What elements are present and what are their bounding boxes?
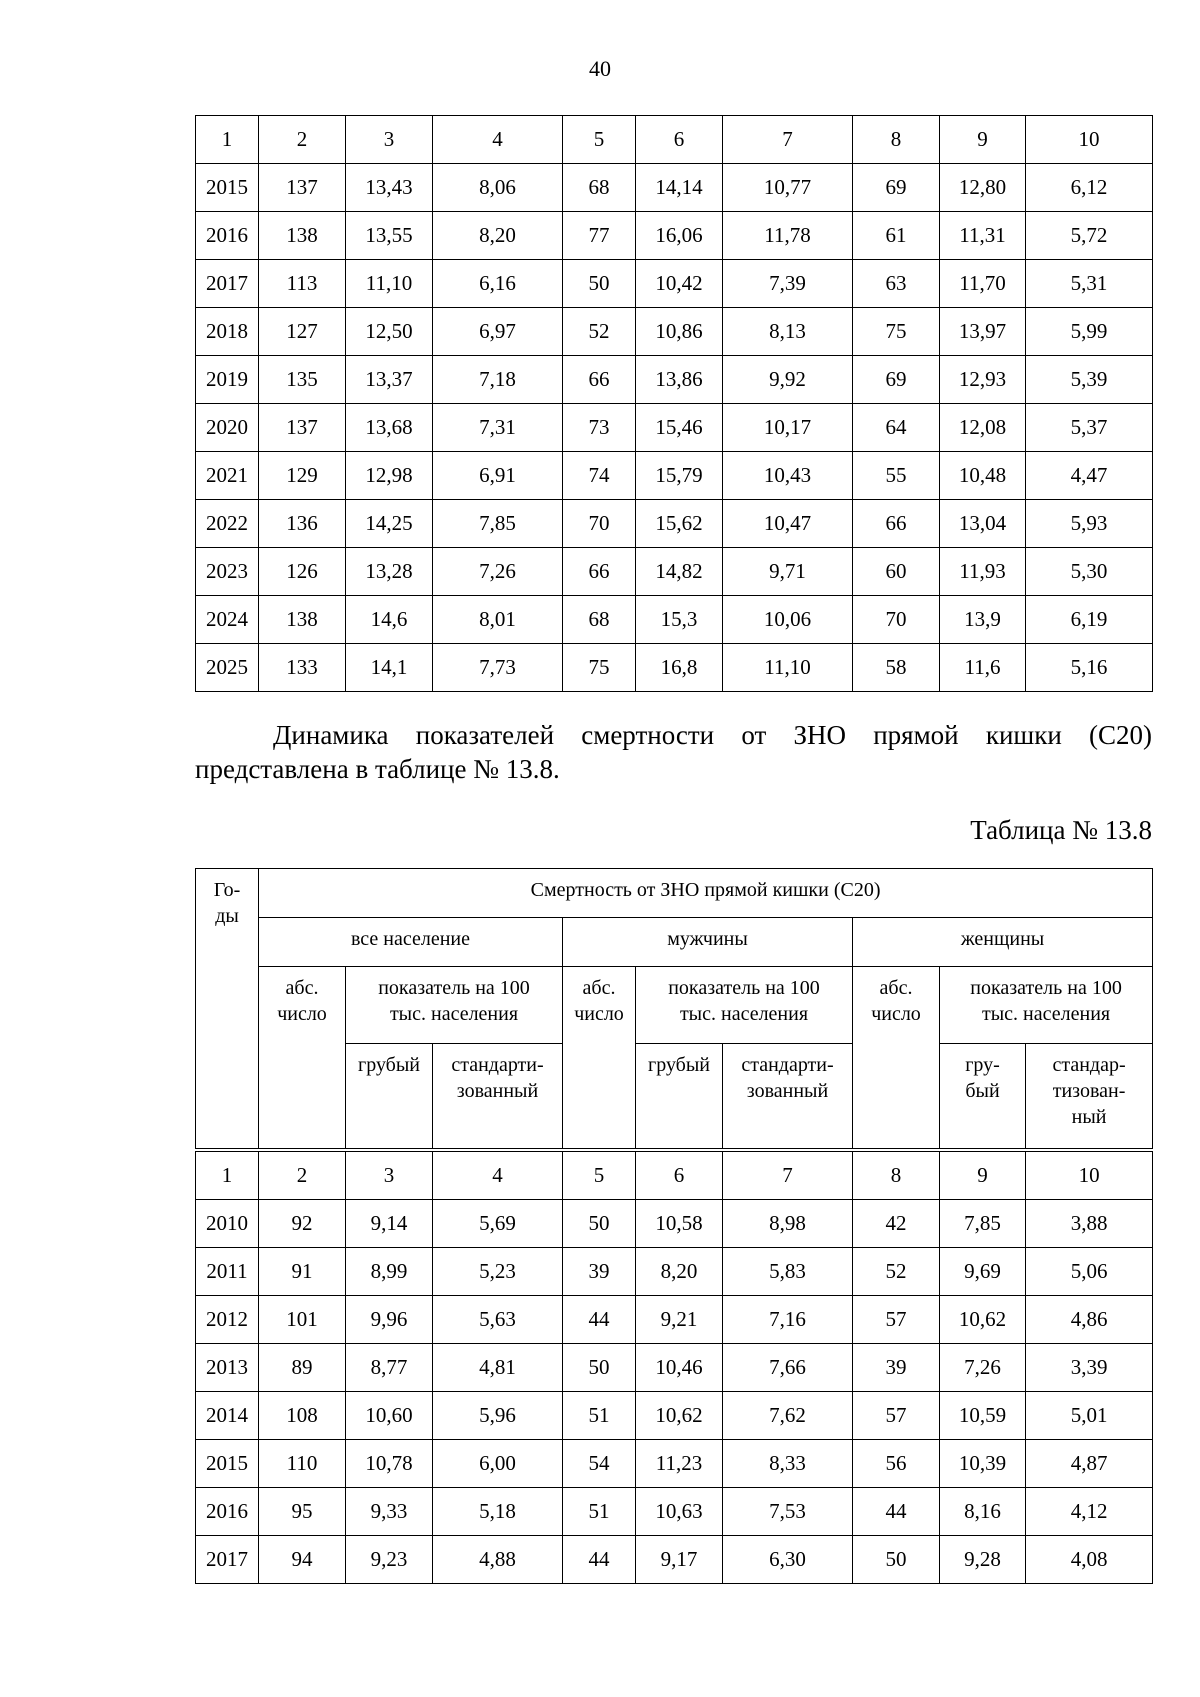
header-crude-all: грубый <box>346 1044 433 1151</box>
value-cell: 92 <box>259 1200 346 1248</box>
header-crude-women: гру- бый <box>940 1044 1026 1151</box>
value-cell: 5,69 <box>433 1200 563 1248</box>
year-cell: 2017 <box>196 260 259 308</box>
value-cell: 9,21 <box>636 1296 723 1344</box>
value-cell: 6,91 <box>433 452 563 500</box>
value-cell: 68 <box>563 164 636 212</box>
value-cell: 91 <box>259 1248 346 1296</box>
value-cell: 94 <box>259 1536 346 1584</box>
year-cell: 2011 <box>196 1248 259 1296</box>
value-cell: 101 <box>259 1296 346 1344</box>
value-cell: 44 <box>563 1536 636 1584</box>
page-number: 40 <box>589 56 611 81</box>
value-cell: 5,72 <box>1026 212 1153 260</box>
value-cell: 14,6 <box>346 596 433 644</box>
column-number-cell: 2 <box>259 1150 346 1200</box>
year-cell: 2010 <box>196 1200 259 1248</box>
year-cell: 2016 <box>196 1488 259 1536</box>
value-cell: 15,3 <box>636 596 723 644</box>
column-number-cell: 7 <box>723 116 853 164</box>
column-number-cell: 2 <box>259 116 346 164</box>
year-cell: 2018 <box>196 308 259 356</box>
value-cell: 13,28 <box>346 548 433 596</box>
year-cell: 2012 <box>196 1296 259 1344</box>
value-cell: 12,50 <box>346 308 433 356</box>
value-cell: 7,85 <box>940 1200 1026 1248</box>
value-cell: 10,86 <box>636 308 723 356</box>
table-row <box>196 452 1153 500</box>
value-cell: 127 <box>259 308 346 356</box>
column-number-cell: 5 <box>563 116 636 164</box>
value-cell: 13,37 <box>346 356 433 404</box>
year-cell: 2014 <box>196 1392 259 1440</box>
year-cell: 2017 <box>196 1536 259 1584</box>
value-cell: 10,47 <box>723 500 853 548</box>
value-cell: 5,06 <box>1026 1248 1153 1296</box>
column-number-row <box>196 116 1153 164</box>
value-cell: 11,31 <box>940 212 1026 260</box>
column-number-cell: 1 <box>196 116 259 164</box>
value-cell: 10,43 <box>723 452 853 500</box>
value-cell: 4,87 <box>1026 1440 1153 1488</box>
value-cell: 50 <box>853 1536 940 1584</box>
value-cell: 14,82 <box>636 548 723 596</box>
column-number-cell: 4 <box>433 1150 563 1200</box>
value-cell: 5,93 <box>1026 500 1153 548</box>
value-cell: 14,25 <box>346 500 433 548</box>
value-cell: 8,33 <box>723 1440 853 1488</box>
value-cell: 13,55 <box>346 212 433 260</box>
table-row <box>196 548 1153 596</box>
table-row <box>196 644 1153 692</box>
header-rate-all: показатель на 100 тыс. населения <box>346 967 563 1044</box>
column-number-cell: 7 <box>723 1150 853 1200</box>
value-cell: 8,77 <box>346 1344 433 1392</box>
value-cell: 70 <box>853 596 940 644</box>
value-cell: 13,68 <box>346 404 433 452</box>
value-cell: 89 <box>259 1344 346 1392</box>
year-cell: 2025 <box>196 644 259 692</box>
value-cell: 126 <box>259 548 346 596</box>
year-cell: 2015 <box>196 1440 259 1488</box>
value-cell: 14,14 <box>636 164 723 212</box>
column-number-row <box>196 1150 1153 1200</box>
table-row <box>196 404 1153 452</box>
value-cell: 136 <box>259 500 346 548</box>
value-cell: 50 <box>563 1344 636 1392</box>
value-cell: 56 <box>853 1440 940 1488</box>
value-cell: 8,98 <box>723 1200 853 1248</box>
value-cell: 11,70 <box>940 260 1026 308</box>
value-cell: 52 <box>563 308 636 356</box>
value-cell: 77 <box>563 212 636 260</box>
value-cell: 135 <box>259 356 346 404</box>
value-cell: 10,78 <box>346 1440 433 1488</box>
year-cell: 2016 <box>196 212 259 260</box>
value-cell: 4,81 <box>433 1344 563 1392</box>
column-number-cell: 3 <box>346 1150 433 1200</box>
value-cell: 66 <box>563 356 636 404</box>
value-cell: 10,63 <box>636 1488 723 1536</box>
value-cell: 63 <box>853 260 940 308</box>
value-cell: 8,06 <box>433 164 563 212</box>
value-cell: 13,97 <box>940 308 1026 356</box>
value-cell: 69 <box>853 164 940 212</box>
header-title: Смертность от ЗНО прямой кишки (С20) <box>259 869 1153 918</box>
value-cell: 9,23 <box>346 1536 433 1584</box>
year-cell: 2020 <box>196 404 259 452</box>
value-cell: 54 <box>563 1440 636 1488</box>
value-cell: 15,62 <box>636 500 723 548</box>
column-number-cell: 3 <box>346 116 433 164</box>
header-years: Го- ды <box>196 869 259 1151</box>
value-cell: 70 <box>563 500 636 548</box>
value-cell: 5,83 <box>723 1248 853 1296</box>
year-cell: 2024 <box>196 596 259 644</box>
column-number-cell: 10 <box>1026 116 1153 164</box>
value-cell: 5,96 <box>433 1392 563 1440</box>
table-row <box>196 1488 1153 1536</box>
value-cell: 60 <box>853 548 940 596</box>
table-row <box>196 1296 1153 1344</box>
table-row <box>196 260 1153 308</box>
column-number-cell: 9 <box>940 1150 1026 1200</box>
value-cell: 13,9 <box>940 596 1026 644</box>
value-cell: 11,93 <box>940 548 1026 596</box>
value-cell: 8,20 <box>433 212 563 260</box>
value-cell: 44 <box>563 1296 636 1344</box>
value-cell: 5,37 <box>1026 404 1153 452</box>
value-cell: 138 <box>259 212 346 260</box>
value-cell: 137 <box>259 164 346 212</box>
table-caption: Таблица № 13.8 <box>970 815 1152 845</box>
value-cell: 8,16 <box>940 1488 1026 1536</box>
value-cell: 10,06 <box>723 596 853 644</box>
value-cell: 12,08 <box>940 404 1026 452</box>
value-cell: 5,30 <box>1026 548 1153 596</box>
value-cell: 7,26 <box>940 1344 1026 1392</box>
value-cell: 39 <box>563 1248 636 1296</box>
table-row <box>196 1440 1153 1488</box>
header-standardized-all: стандарти- зованный <box>433 1044 563 1151</box>
value-cell: 5,01 <box>1026 1392 1153 1440</box>
table-row <box>196 596 1153 644</box>
header-rate-men: показатель на 100 тыс. населения <box>636 967 853 1044</box>
year-cell: 2019 <box>196 356 259 404</box>
value-cell: 11,6 <box>940 644 1026 692</box>
value-cell: 110 <box>259 1440 346 1488</box>
table1-body <box>196 116 1153 692</box>
value-cell: 6,16 <box>433 260 563 308</box>
value-cell: 68 <box>563 596 636 644</box>
value-cell: 10,62 <box>940 1296 1026 1344</box>
value-cell: 75 <box>563 644 636 692</box>
value-cell: 50 <box>563 1200 636 1248</box>
value-cell: 10,39 <box>940 1440 1026 1488</box>
value-cell: 9,17 <box>636 1536 723 1584</box>
column-number-cell: 6 <box>636 116 723 164</box>
value-cell: 15,79 <box>636 452 723 500</box>
rectal-cancer-mortality-table <box>195 868 1153 1584</box>
value-cell: 5,16 <box>1026 644 1153 692</box>
column-number-cell: 6 <box>636 1150 723 1200</box>
value-cell: 16,06 <box>636 212 723 260</box>
value-cell: 6,19 <box>1026 596 1153 644</box>
column-number-cell: 1 <box>196 1150 259 1200</box>
value-cell: 10,62 <box>636 1392 723 1440</box>
value-cell: 66 <box>563 548 636 596</box>
value-cell: 10,60 <box>346 1392 433 1440</box>
value-cell: 42 <box>853 1200 940 1248</box>
value-cell: 4,86 <box>1026 1296 1153 1344</box>
value-cell: 9,96 <box>346 1296 433 1344</box>
value-cell: 57 <box>853 1392 940 1440</box>
value-cell: 9,92 <box>723 356 853 404</box>
value-cell: 74 <box>563 452 636 500</box>
header-abs-women: абс. число <box>853 967 940 1151</box>
value-cell: 7,53 <box>723 1488 853 1536</box>
value-cell: 8,13 <box>723 308 853 356</box>
value-cell: 58 <box>853 644 940 692</box>
table-row <box>196 164 1153 212</box>
table-row <box>196 1344 1153 1392</box>
value-cell: 6,12 <box>1026 164 1153 212</box>
value-cell: 7,66 <box>723 1344 853 1392</box>
value-cell: 64 <box>853 404 940 452</box>
header-abs-men: абс. число <box>563 967 636 1151</box>
value-cell: 16,8 <box>636 644 723 692</box>
value-cell: 11,10 <box>346 260 433 308</box>
value-cell: 10,59 <box>940 1392 1026 1440</box>
value-cell: 7,16 <box>723 1296 853 1344</box>
value-cell: 7,18 <box>433 356 563 404</box>
value-cell: 12,98 <box>346 452 433 500</box>
value-cell: 9,14 <box>346 1200 433 1248</box>
table-row <box>196 1248 1153 1296</box>
value-cell: 5,63 <box>433 1296 563 1344</box>
value-cell: 10,77 <box>723 164 853 212</box>
header-group-women: женщины <box>853 918 1153 967</box>
table-row <box>196 308 1153 356</box>
value-cell: 73 <box>563 404 636 452</box>
value-cell: 137 <box>259 404 346 452</box>
value-cell: 8,99 <box>346 1248 433 1296</box>
value-cell: 5,31 <box>1026 260 1153 308</box>
body-paragraph: Динамика показателей смертности от ЗНО прямой кишки (С20) представлена в таблице № 13.8. <box>195 720 1152 784</box>
value-cell: 51 <box>563 1392 636 1440</box>
table2-body <box>196 1150 1153 1584</box>
value-cell: 9,28 <box>940 1536 1026 1584</box>
value-cell: 95 <box>259 1488 346 1536</box>
value-cell: 4,08 <box>1026 1536 1153 1584</box>
value-cell: 13,86 <box>636 356 723 404</box>
column-number-cell: 4 <box>433 116 563 164</box>
value-cell: 108 <box>259 1392 346 1440</box>
value-cell: 133 <box>259 644 346 692</box>
header-standardized-men: стандарти- зованный <box>723 1044 853 1151</box>
value-cell: 7,85 <box>433 500 563 548</box>
value-cell: 11,10 <box>723 644 853 692</box>
year-cell: 2015 <box>196 164 259 212</box>
value-cell: 3,39 <box>1026 1344 1153 1392</box>
value-cell: 5,39 <box>1026 356 1153 404</box>
value-cell: 8,01 <box>433 596 563 644</box>
table-row <box>196 500 1153 548</box>
table-row <box>196 1536 1153 1584</box>
value-cell: 14,1 <box>346 644 433 692</box>
year-cell: 2021 <box>196 452 259 500</box>
value-cell: 9,69 <box>940 1248 1026 1296</box>
value-cell: 11,23 <box>636 1440 723 1488</box>
value-cell: 75 <box>853 308 940 356</box>
header-group-men: мужчины <box>563 918 853 967</box>
table-row <box>196 1392 1153 1440</box>
value-cell: 61 <box>853 212 940 260</box>
value-cell: 10,17 <box>723 404 853 452</box>
mortality-table-continued <box>195 115 1153 692</box>
value-cell: 10,42 <box>636 260 723 308</box>
column-number-cell: 5 <box>563 1150 636 1200</box>
value-cell: 7,73 <box>433 644 563 692</box>
value-cell: 51 <box>563 1488 636 1536</box>
value-cell: 9,33 <box>346 1488 433 1536</box>
year-cell: 2023 <box>196 548 259 596</box>
year-cell: 2022 <box>196 500 259 548</box>
value-cell: 5,23 <box>433 1248 563 1296</box>
value-cell: 7,62 <box>723 1392 853 1440</box>
value-cell: 39 <box>853 1344 940 1392</box>
value-cell: 6,97 <box>433 308 563 356</box>
year-cell: 2013 <box>196 1344 259 1392</box>
table-row <box>196 1200 1153 1248</box>
table-row <box>196 212 1153 260</box>
value-cell: 3,88 <box>1026 1200 1153 1248</box>
value-cell: 4,12 <box>1026 1488 1153 1536</box>
value-cell: 6,30 <box>723 1536 853 1584</box>
value-cell: 138 <box>259 596 346 644</box>
value-cell: 10,58 <box>636 1200 723 1248</box>
header-abs-all: абс. число <box>259 967 346 1151</box>
value-cell: 10,46 <box>636 1344 723 1392</box>
value-cell: 69 <box>853 356 940 404</box>
value-cell: 8,20 <box>636 1248 723 1296</box>
value-cell: 10,48 <box>940 452 1026 500</box>
value-cell: 4,47 <box>1026 452 1153 500</box>
value-cell: 13,43 <box>346 164 433 212</box>
header-crude-men: грубый <box>636 1044 723 1151</box>
value-cell: 44 <box>853 1488 940 1536</box>
value-cell: 129 <box>259 452 346 500</box>
value-cell: 7,31 <box>433 404 563 452</box>
header-rate-women: показатель на 100 тыс. населения <box>940 967 1153 1044</box>
value-cell: 57 <box>853 1296 940 1344</box>
column-number-cell: 9 <box>940 116 1026 164</box>
value-cell: 9,71 <box>723 548 853 596</box>
header-group-all: все население <box>259 918 563 967</box>
value-cell: 7,26 <box>433 548 563 596</box>
table-row <box>196 356 1153 404</box>
value-cell: 4,88 <box>433 1536 563 1584</box>
value-cell: 12,93 <box>940 356 1026 404</box>
value-cell: 5,99 <box>1026 308 1153 356</box>
value-cell: 6,00 <box>433 1440 563 1488</box>
value-cell: 15,46 <box>636 404 723 452</box>
value-cell: 13,04 <box>940 500 1026 548</box>
value-cell: 50 <box>563 260 636 308</box>
value-cell: 12,80 <box>940 164 1026 212</box>
column-number-cell: 8 <box>853 116 940 164</box>
value-cell: 7,39 <box>723 260 853 308</box>
value-cell: 5,18 <box>433 1488 563 1536</box>
value-cell: 55 <box>853 452 940 500</box>
value-cell: 113 <box>259 260 346 308</box>
header-standardized-women: стандар- тизован- ный <box>1026 1044 1153 1151</box>
column-number-cell: 10 <box>1026 1150 1153 1200</box>
value-cell: 66 <box>853 500 940 548</box>
value-cell: 11,78 <box>723 212 853 260</box>
column-number-cell: 8 <box>853 1150 940 1200</box>
value-cell: 52 <box>853 1248 940 1296</box>
